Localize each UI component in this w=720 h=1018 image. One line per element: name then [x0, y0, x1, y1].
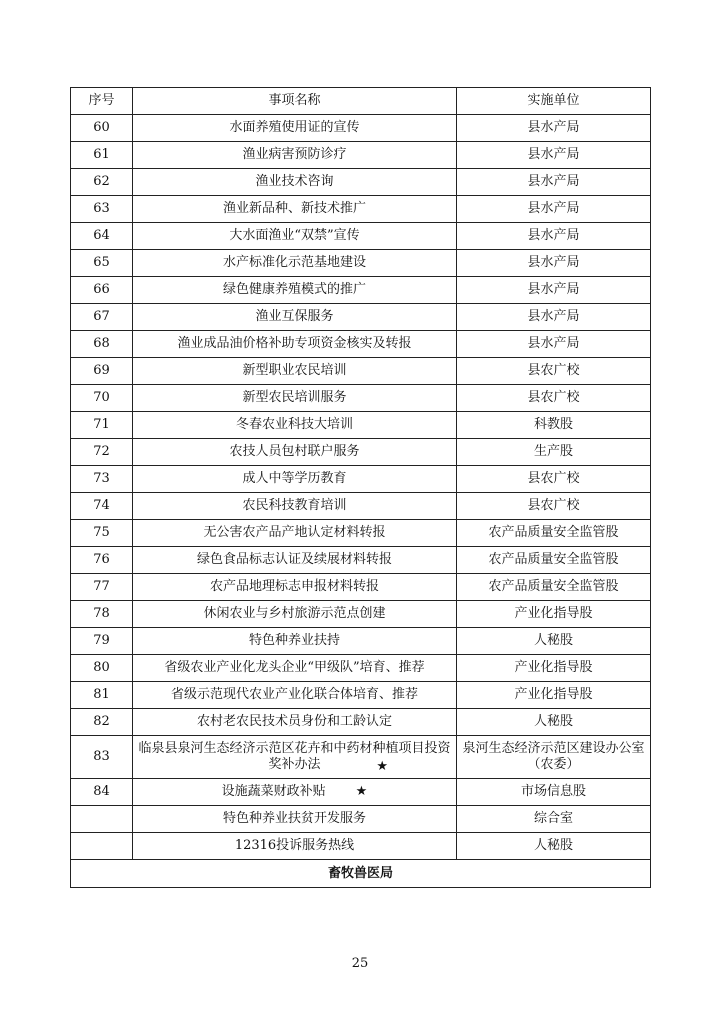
table-row: [71, 779, 651, 806]
table-row: [71, 142, 651, 169]
row-name: 临泉县泉河生态经济示范区花卉和中药材种植项目投资奖补办法: [138, 741, 451, 772]
row-unit: 县水产局: [457, 196, 651, 223]
row-seq: 84: [71, 779, 133, 806]
row-unit: 县水产局: [457, 223, 651, 250]
row-unit: 人秘股: [457, 709, 651, 736]
row-unit: 县水产局: [457, 304, 651, 331]
row-name: 渔业病害预防诊疗: [133, 142, 457, 169]
row-seq: 67: [71, 304, 133, 331]
row-unit: 人秘股: [457, 833, 651, 860]
row-name: 渔业成品油价格补助专项资金核实及转报: [133, 331, 457, 358]
row-name: 省级农业产业化龙头企业“甲级队”培育、推荐: [133, 655, 457, 682]
table-row: [71, 736, 651, 779]
row-name: 无公害农产品产地认定材料转报: [133, 520, 457, 547]
star-icon: ★: [355, 784, 368, 799]
row-seq: 62: [71, 169, 133, 196]
row-name: 渔业新品种、新技术推广: [133, 196, 457, 223]
row-seq: [71, 833, 133, 860]
table-row: [71, 358, 651, 385]
table-header-row: [71, 88, 651, 115]
row-name: 冬春农业科技大培训: [133, 412, 457, 439]
row-seq: 76: [71, 547, 133, 574]
row-unit: 产业化指导股: [457, 601, 651, 628]
row-unit: 县水产局: [457, 115, 651, 142]
table-row: [71, 601, 651, 628]
row-unit: 科教股: [457, 412, 651, 439]
row-seq: 82: [71, 709, 133, 736]
row-name: 农产品地理标志申报材料转报: [133, 574, 457, 601]
header-name: 事项名称: [133, 88, 457, 115]
table-row: [71, 709, 651, 736]
row-seq: 78: [71, 601, 133, 628]
table-row: [71, 439, 651, 466]
row-seq: 71: [71, 412, 133, 439]
table-row: [71, 833, 651, 860]
row-seq: 61: [71, 142, 133, 169]
service-items-table: [70, 87, 651, 888]
row-name: 大水面渔业“双禁”宣传: [133, 223, 457, 250]
row-name: 绿色食品标志认证及续展材料转报: [133, 547, 457, 574]
row-unit: 人秘股: [457, 628, 651, 655]
row-unit: 农产品质量安全监管股: [457, 547, 651, 574]
row-name: 农技人员包村联户服务: [133, 439, 457, 466]
table-row: [71, 520, 651, 547]
row-seq: 63: [71, 196, 133, 223]
table-row: [71, 412, 651, 439]
row-name: 水产标准化示范基地建设: [133, 250, 457, 277]
row-name: 渔业技术咨询: [133, 169, 457, 196]
row-name-cell: [133, 779, 457, 806]
table-row: [71, 331, 651, 358]
row-seq: 64: [71, 223, 133, 250]
table-row: [71, 277, 651, 304]
row-seq: [71, 806, 133, 833]
row-name: 特色种养业扶持: [133, 628, 457, 655]
table-row: [71, 655, 651, 682]
table-row: [71, 574, 651, 601]
row-name: 设施蔬菜财政补贴: [221, 784, 326, 799]
page-number: 25: [351, 956, 369, 971]
row-unit: 县农广校: [457, 493, 651, 520]
table-row: [71, 466, 651, 493]
row-seq: 65: [71, 250, 133, 277]
header-seq: 序号: [71, 88, 133, 115]
row-name: 新型职业农民培训: [133, 358, 457, 385]
row-unit: 县水产局: [457, 169, 651, 196]
table-row: [71, 196, 651, 223]
row-name: 水面养殖使用证的宣传: [133, 115, 457, 142]
row-seq: 80: [71, 655, 133, 682]
row-unit: 县水产局: [457, 277, 651, 304]
row-unit: 生产股: [457, 439, 651, 466]
table-row: [71, 493, 651, 520]
table-row: [71, 628, 651, 655]
row-seq: 75: [71, 520, 133, 547]
row-name-cell: [133, 736, 457, 779]
row-seq: 68: [71, 331, 133, 358]
row-unit: 泉河生态经济示范区建设办公室（农委）: [457, 736, 651, 779]
row-unit: 县水产局: [457, 142, 651, 169]
table-row: [71, 223, 651, 250]
table-row: [71, 250, 651, 277]
row-seq: 73: [71, 466, 133, 493]
row-name: 农民科技教育培训: [133, 493, 457, 520]
row-unit: 农产品质量安全监管股: [457, 574, 651, 601]
row-unit: 市场信息股: [457, 779, 651, 806]
row-name: 农村老农民技术员身份和工龄认定: [133, 709, 457, 736]
row-unit: 县水产局: [457, 331, 651, 358]
row-name: 成人中等学历教育: [133, 466, 457, 493]
star-icon: ★: [376, 759, 388, 774]
row-name: 12316投诉服务热线: [133, 833, 457, 860]
row-unit: 县水产局: [457, 250, 651, 277]
row-name: 特色种养业扶贫开发服务: [133, 806, 457, 833]
table-row: [71, 115, 651, 142]
row-seq: 69: [71, 358, 133, 385]
row-unit: 县农广校: [457, 466, 651, 493]
row-name: 绿色健康养殖模式的推广: [133, 277, 457, 304]
row-unit: 县农广校: [457, 358, 651, 385]
row-seq: 77: [71, 574, 133, 601]
table-row: [71, 304, 651, 331]
row-seq: 70: [71, 385, 133, 412]
section-row: [71, 860, 651, 888]
row-seq: 66: [71, 277, 133, 304]
row-seq: 60: [71, 115, 133, 142]
row-seq: 79: [71, 628, 133, 655]
row-unit: 产业化指导股: [457, 655, 651, 682]
row-unit: 县农广校: [457, 385, 651, 412]
row-seq: 72: [71, 439, 133, 466]
row-name: 渔业互保服务: [133, 304, 457, 331]
row-unit: 综合室: [457, 806, 651, 833]
row-seq: 74: [71, 493, 133, 520]
table-row: [71, 547, 651, 574]
section-title: 畜牧兽医局: [71, 860, 651, 888]
row-name: 休闲农业与乡村旅游示范点创建: [133, 601, 457, 628]
row-name: 省级示范现代农业产业化联合体培育、推荐: [133, 682, 457, 709]
table-row: [71, 806, 651, 833]
row-name: 新型农民培训服务: [133, 385, 457, 412]
table-row: [71, 385, 651, 412]
table-row: [71, 169, 651, 196]
row-seq: 83: [71, 736, 133, 779]
header-unit: 实施单位: [457, 88, 651, 115]
row-seq: 81: [71, 682, 133, 709]
table-row: [71, 682, 651, 709]
row-unit: 农产品质量安全监管股: [457, 520, 651, 547]
row-unit: 产业化指导股: [457, 682, 651, 709]
